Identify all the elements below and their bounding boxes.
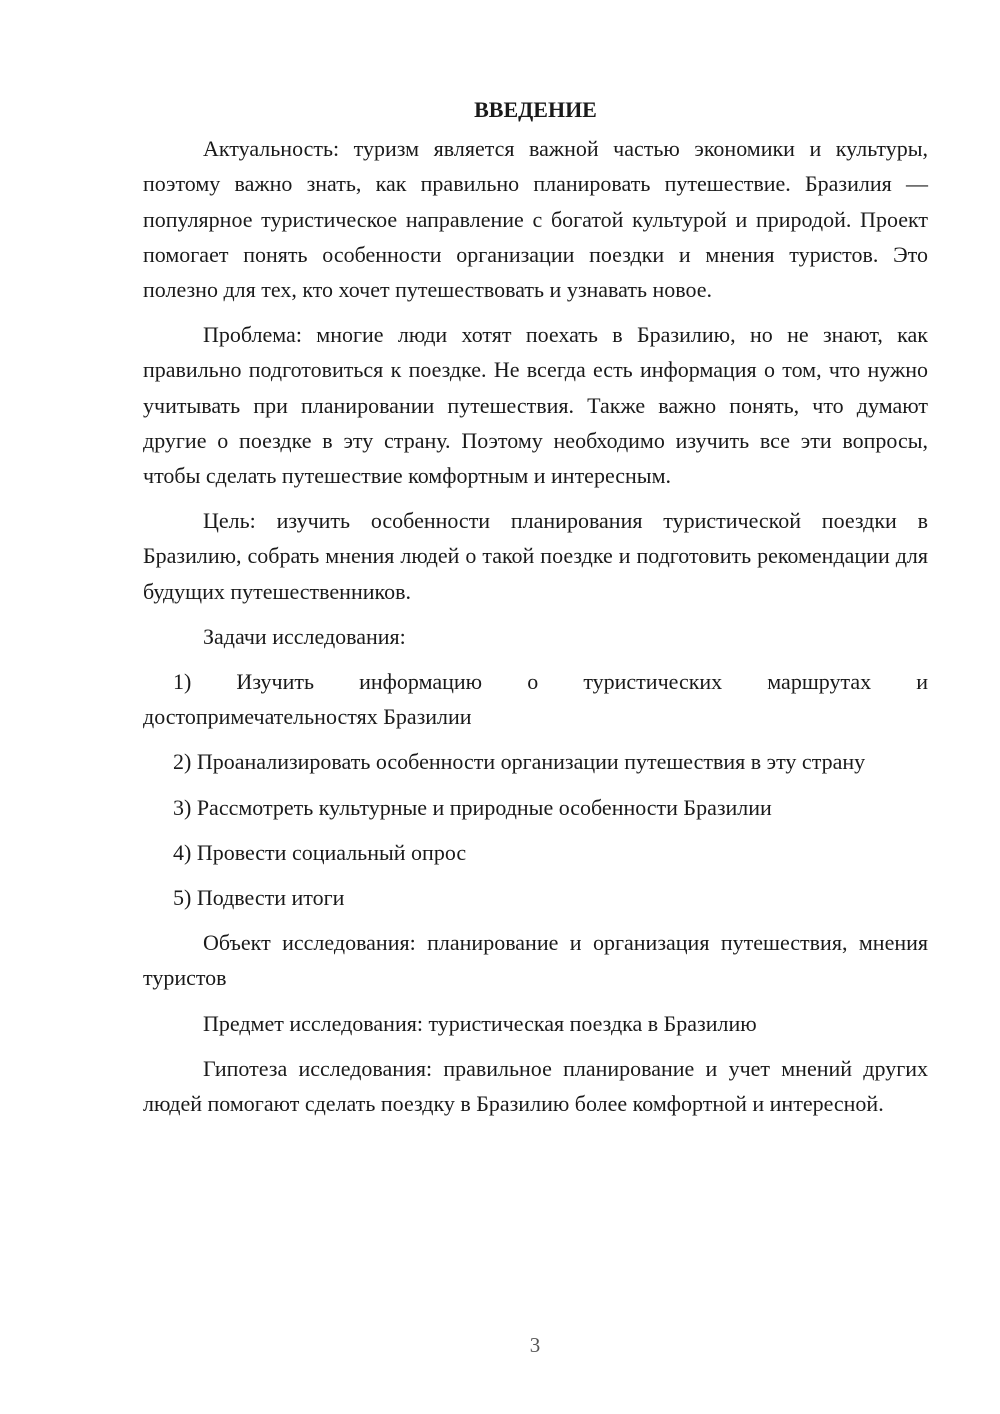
document-page [143, 92, 928, 1131]
document-title: ВВЕДЕНИЕ [474, 97, 597, 122]
paragraph-object: Объект исследования: планирование и организация путешествия, мнения туристов [143, 930, 928, 991]
task-item-5: 5) Подвести итоги [173, 885, 345, 911]
paragraph-subject: Предмет исследования: туристическая поездка в Бразилию [203, 1010, 757, 1036]
task-item-3: 3) Рассмотреть культурные и природные особенности Бразилии [173, 794, 772, 820]
tasks-heading: Задачи исследования: [203, 623, 406, 649]
paragraph-problem: Проблема: многие люди хотят поехать в Бразилию, но не знают, как правильно подготовиться к поездке. Не всегда есть информация о том, что нужно учитывать при планировании путешествия. Также важно понять, что думают другие о поездке в эту страну. Поэтому необходимо изучить все эти вопросы, чтобы сделать путешествие комфортным и интересным. [143, 322, 928, 489]
task-item-2: 2) Проанализировать особенности организации путешествия в эту страну [173, 749, 866, 775]
paragraph-hypothesis: Гипотеза исследования: правильное планирование и учет мнений других людей помогают сделать поездку в Бразилию более комфортной и интересной. [143, 1055, 928, 1117]
paragraph-relevance: Актуальность: туризм является важной частью экономики и культуры, поэтому важно знать, как правильно планировать путешествие. Бразилия — популярное туристическое направление с богатой культурой и природой. Проект помогает понять особенности организации поездки и мнения туристов. Это полезно для тех, кто хочет путешествовать и узнавать новое. [143, 136, 928, 303]
task-item-1: 1) Изучить информацию о туристических маршрутах и достопримечательностях Бразилии [143, 669, 928, 730]
page-number: 3 [529, 1333, 541, 1357]
paragraph-goal: Цель: изучить особенности планирования туристической поездки в Бразилию, собрать мнения людей о такой поездке и подготовить рекомендации для будущих путешественников. [143, 508, 928, 604]
task-item-4: 4) Провести социальный опрос [173, 839, 467, 865]
